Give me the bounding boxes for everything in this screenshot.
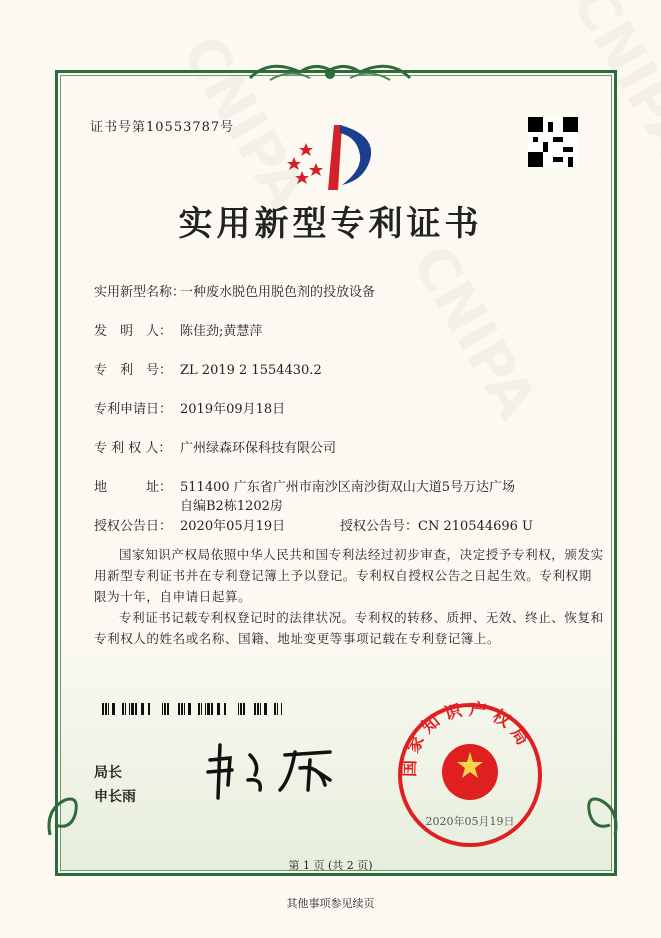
- field-name: 实用新型名称：一种废水脱色用脱色剂的投放设备: [94, 285, 376, 300]
- field-grant-date: 授权公告日： 2020年05月19日: [94, 519, 286, 534]
- corner-ornament: [565, 780, 625, 840]
- cnipa-logo: [282, 115, 382, 195]
- field-application-date: 专利申请日： 2019年09月18日: [94, 402, 286, 417]
- svg-text:国 家 知 识 产 权 局: 国 家 知 识 产 权 局: [399, 700, 533, 778]
- field-address: 地 址： 511400 广东省广州市南沙区南沙街双山大道5号万达广场 自编B2栋1202房: [94, 480, 516, 514]
- official-seal: [395, 700, 545, 850]
- continuation-note: 其他事项参见续页: [286, 897, 375, 910]
- certificate-statement: 国家知识产权局依照中华人民共和国专利法经过初步审查，决定授予专利权，颁发实用新型专利证书并在专利登记簿上予以登记。专利权自授权公告之日起生效。专利权期限为十年，自申请日起算。 专利证书记载专利权登记时的法律状况。专利权的转移、质押、无效、终止、恢复和专利权人的姓名或名称、国籍、地址变更等事项记载在专利登记簿上。: [94, 547, 604, 646]
- svg-text:2020年05月19日: 2020年05月19日: [425, 815, 515, 828]
- director-title: 局长: [94, 765, 122, 781]
- director-name: 申长雨: [94, 789, 136, 805]
- qr-code: [528, 117, 578, 167]
- certificate-number: 证书号第10553787号: [90, 120, 235, 135]
- barcode: [94, 703, 284, 715]
- page-indicator: 第 1 页 (共 2 页): [288, 859, 373, 872]
- field-patent-number: 专 利 号： ZL 2019 2 1554430.2: [94, 363, 322, 378]
- field-patentee: 专 利 权 人： 广州绿森环保科技有限公司: [94, 441, 337, 456]
- director-signature: [200, 740, 350, 800]
- top-ornament: [240, 58, 420, 84]
- corner-ornament: [40, 780, 100, 840]
- field-publication-number: 授权公告号：CN 210544696 U: [340, 519, 533, 534]
- certificate-title: 实用新型专利证书: [178, 204, 483, 244]
- field-inventor: 发 明 人： 陈佳劲;黄慧萍: [94, 324, 263, 339]
